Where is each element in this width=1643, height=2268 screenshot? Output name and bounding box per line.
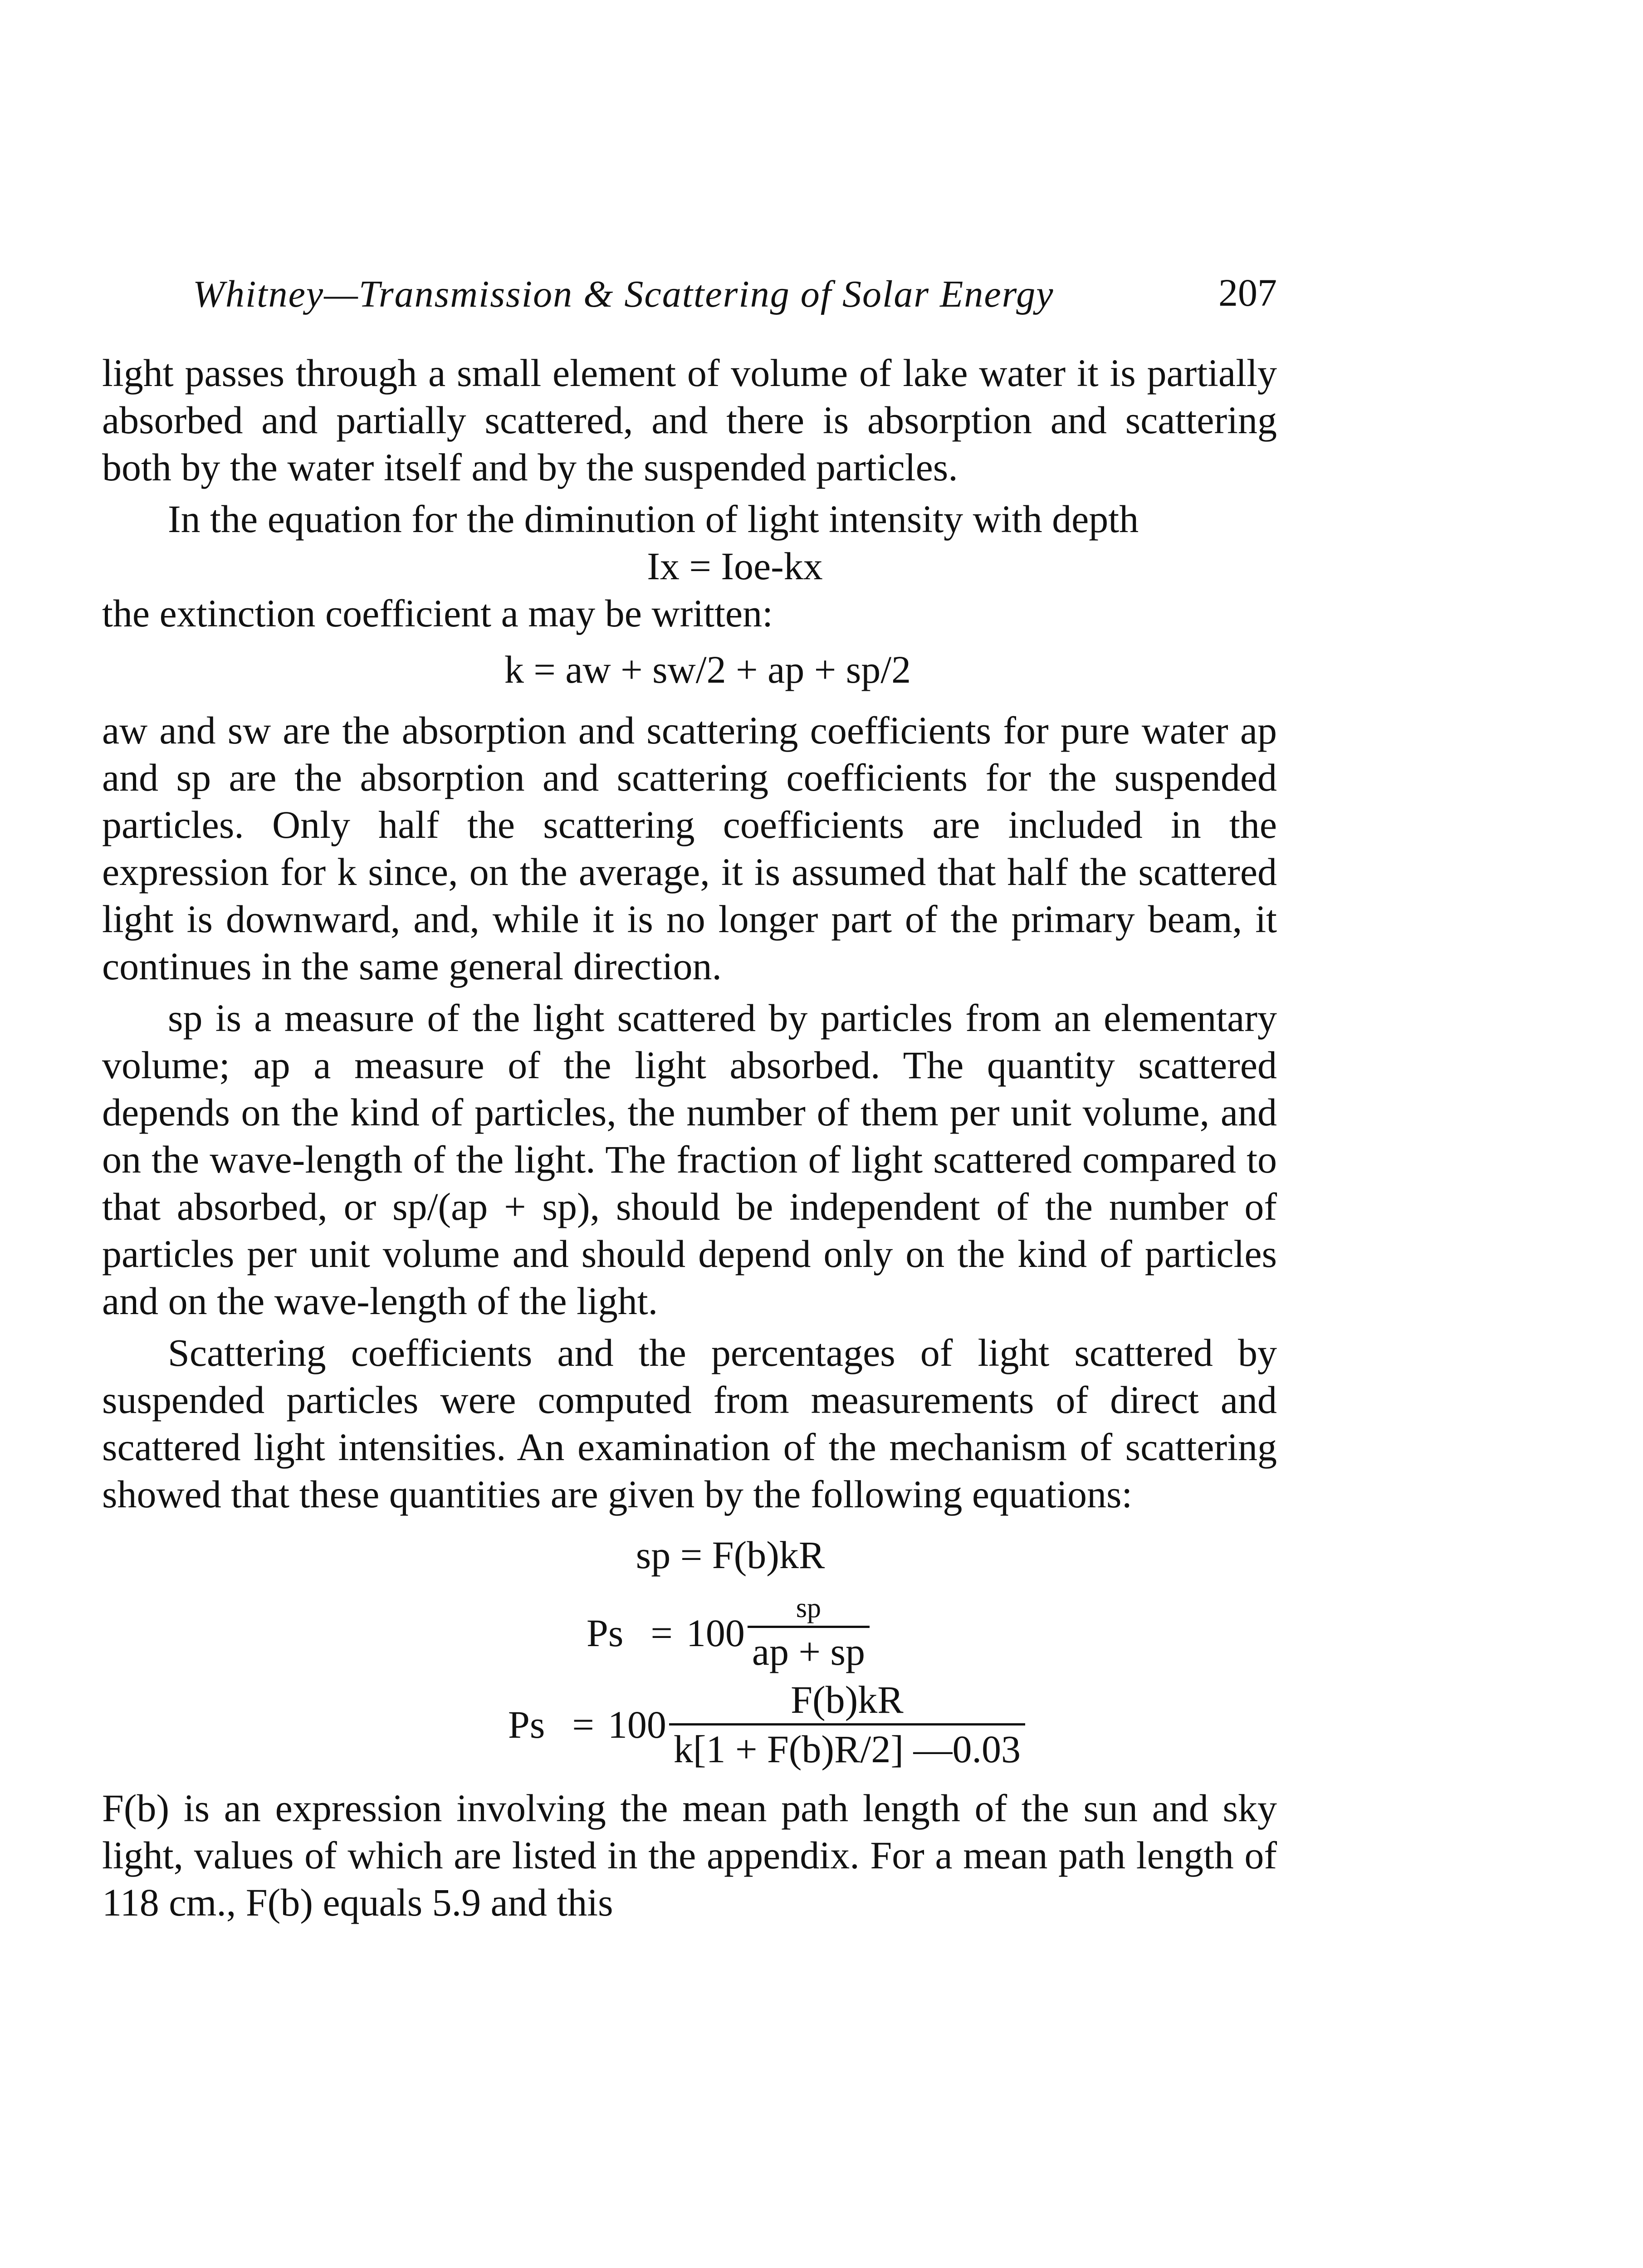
eq4-denominator: ap + sp [748, 1626, 870, 1673]
eq5-fraction [669, 1678, 1025, 1771]
equation-extinction: k = aw + sw/2 + ap + sp/2 [504, 648, 911, 691]
eq5-coefficient: 100 [607, 1702, 666, 1746]
paragraph-2: In the equation for the diminution of light intensity with depth [168, 497, 1139, 541]
eq5-numerator: F(b)kR [791, 1678, 904, 1721]
paragraph-3: the extinction coefficient a may be written: [102, 591, 773, 635]
eq5-lhs: Ps [508, 1702, 545, 1746]
eq5-denominator: k[1 + F(b)R/2] —0.03 [669, 1723, 1025, 1771]
equation-percent-scattered-1 [102, 1592, 1277, 1673]
paragraph-4: aw and sw are the absorption and scattering coefficients for pure water ap and sp are the absorption and scattering coefficients for the suspended particles. Only half the scattering coefficients are included in the expression for k since, on the average, it is assumed that half the scattered light is downward, and, while it is no longer part of the primary beam, it continues in the same general direction. [102, 709, 1277, 988]
running-head: Whitney—Transmission & Scattering of Solar Energy [193, 273, 1054, 315]
page-number: 207 [1218, 271, 1277, 314]
eq4-numerator: sp [796, 1593, 821, 1623]
equation-intensity: Ix = Ioe-kx [647, 544, 823, 588]
equation-scattering: sp = F(b)kR [636, 1533, 825, 1577]
page-header [102, 272, 1277, 331]
paragraph-6: Scattering coefficients and the percentages of light scattered by suspended particles were computed from measurements of direct and scattered light intensities. An examination of the mechanism of scattering showed that these quantities are given by the following equations: [102, 1331, 1277, 1516]
eq4-equals: = [650, 1611, 673, 1655]
eq5-equals: = [572, 1702, 594, 1746]
eq4-fraction [748, 1592, 870, 1673]
paragraph-1: light passes through a small element of volume of lake water it is partially absorbed and partially scattered, and there is absorption and scattering both by the water itself and by the suspended particles. [102, 351, 1277, 489]
eq4-lhs: Ps [587, 1611, 624, 1655]
paragraph-5: sp is a measure of the light scattered by particles from an elementary volume; ap a measure of the light absorbed. The quantity scattered depends on the kind of particles, the number of them per unit volume, and on the wave-length of the light. The fraction of light scattered compared to that absorbed, or sp/(ap + sp), should be independent of the number of particles per unit volume and should depend only on the kind of particles and on the wave-length of the light. [102, 996, 1277, 1323]
equation-percent-scattered-2 [102, 1678, 1277, 1771]
paragraph-7: F(b) is an expression involving the mean path length of the sun and sky light, values of which are listed in the appendix. For a mean path length of 118 cm., F(b) equals 5.9 and this [102, 1786, 1277, 1924]
page [102, 272, 1277, 1926]
eq4-coefficient: 100 [686, 1611, 745, 1655]
